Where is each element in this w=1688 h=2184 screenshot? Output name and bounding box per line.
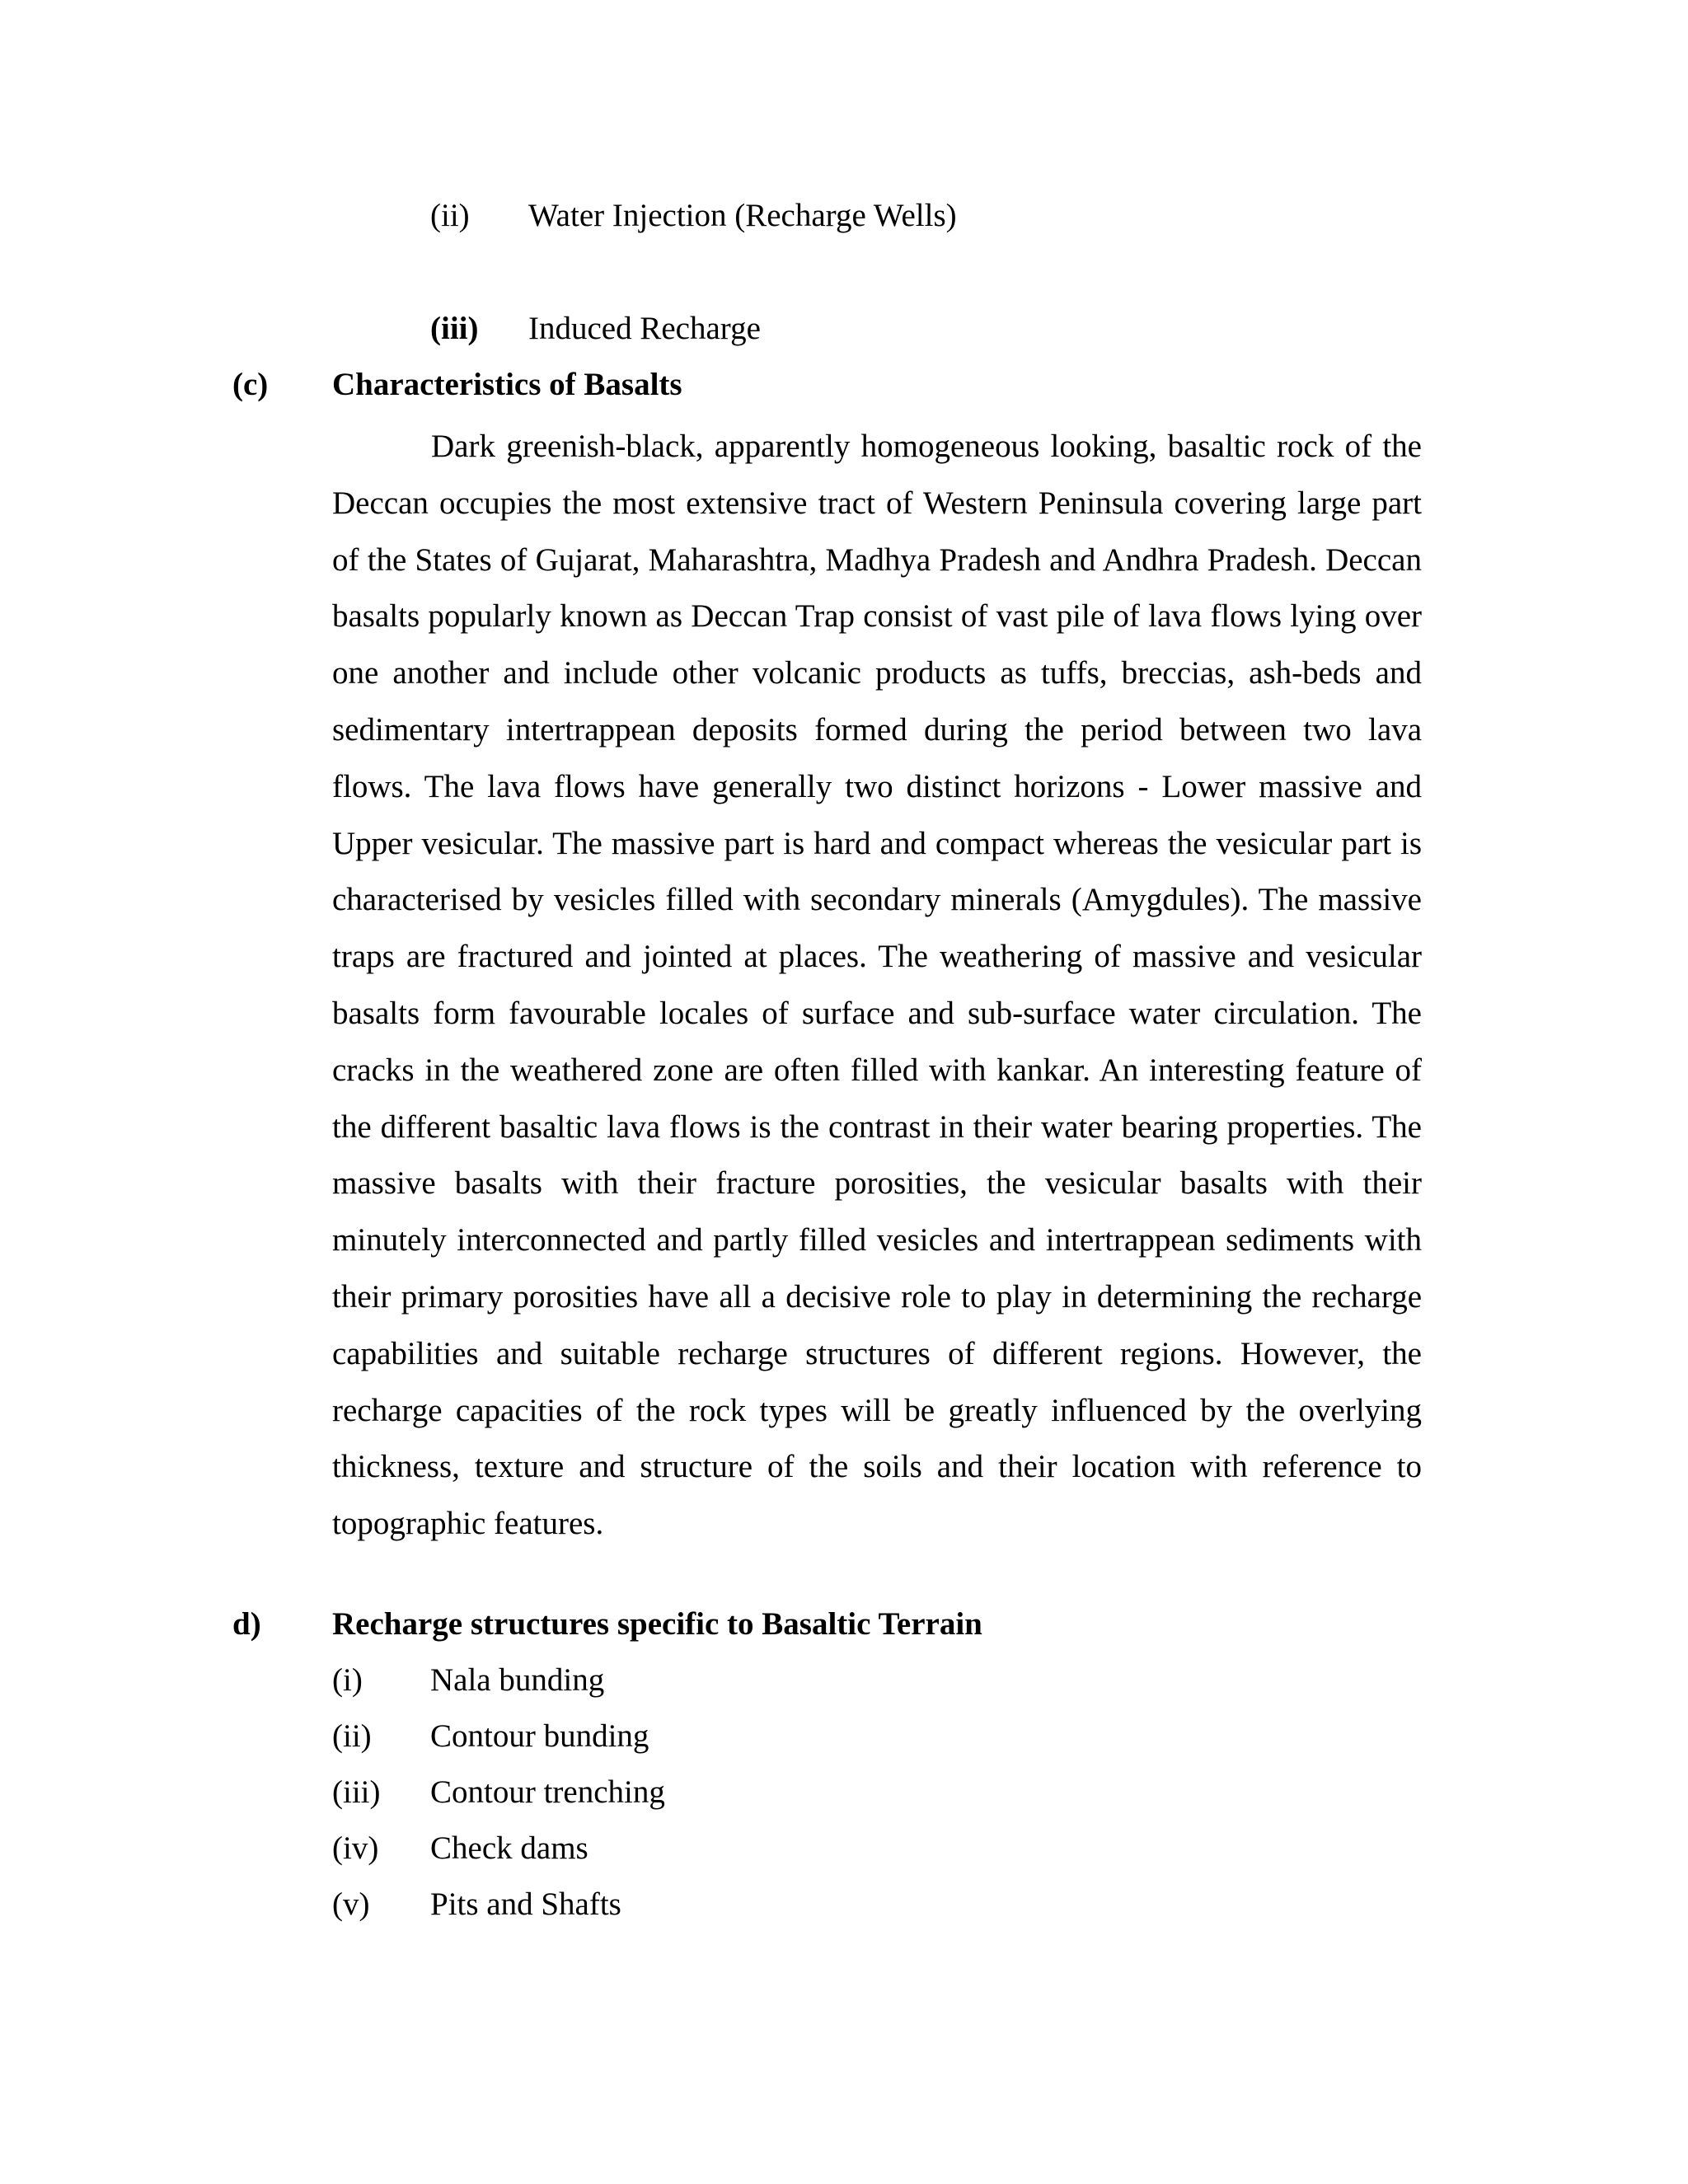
list-item-induced-recharge: Induced Recharge bbox=[528, 311, 761, 346]
section-c-heading: Characteristics of Basalts bbox=[332, 367, 682, 402]
section-c-paragraph: Dark greenish-black, apparently homogeneous looking, basaltic rock of the Deccan occupies the most extensive tract of Western Peninsula covering large part of the States of Gujarat, Maharashtra, Madhya Pradesh and Andhra Pradesh. Deccan basalts popularly known as Deccan Trap consist of vast pile of lava flows lying over one another and include other volcanic products as tuffs, breccias, ash-beds and sedimentary intertrappean deposits formed during the period between two lava flows. The lava flows have generally two distinct horizons - Lower massive and Upper vesicular. The massive part is hard and compact whereas the vesicular part is characterised by vesicles filled with secondary minerals (Amygdules). The massive traps are fractured and jointed at places. The weathering of massive and vesicular basalts form favourable locales of surface and sub-surface water circulation. The cracks in the weathered zone are often filled with kankar. An interesting feature of the different basaltic lava flows is the contrast in their water bearing properties. The massive basalts with their fracture porosities, the vesicular basalts with their minutely interconnected and partly filled vesicles and intertrappean sediments with their primary porosities have all a decisive role to play in determining the recharge capabilities and suitable recharge structures of different regions. However, the recharge capacities of the rock types will be greatly influenced by the overlying thickness, texture and structure of the soils and their location with reference to topographic features. bbox=[332, 429, 1422, 1542]
section-d-marker: d) bbox=[232, 1606, 261, 1642]
list-item-contour-bunding: Contour bunding bbox=[430, 1718, 649, 1754]
list-item-contour-trenching: Contour trenching bbox=[430, 1774, 665, 1810]
list-item-nala-bunding: Nala bunding bbox=[430, 1662, 605, 1698]
list-marker: (i) bbox=[332, 1662, 363, 1698]
list-marker: (iii) bbox=[332, 1774, 381, 1810]
section-d-heading: Recharge structures specific to Basaltic Terrain bbox=[332, 1606, 982, 1642]
list-marker-iii: (iii) bbox=[430, 311, 479, 346]
list-marker: (v) bbox=[332, 1886, 370, 1922]
list-marker-ii: (ii) bbox=[430, 198, 470, 233]
list-marker: (iv) bbox=[332, 1830, 379, 1866]
list-item-pits-and-shafts: Pits and Shafts bbox=[430, 1886, 621, 1922]
list-item-water-injection: Water Injection (Recharge Wells) bbox=[528, 198, 957, 233]
list-item-check-dams: Check dams bbox=[430, 1830, 588, 1866]
section-c-marker: (c) bbox=[232, 367, 269, 402]
list-marker: (ii) bbox=[332, 1718, 372, 1754]
